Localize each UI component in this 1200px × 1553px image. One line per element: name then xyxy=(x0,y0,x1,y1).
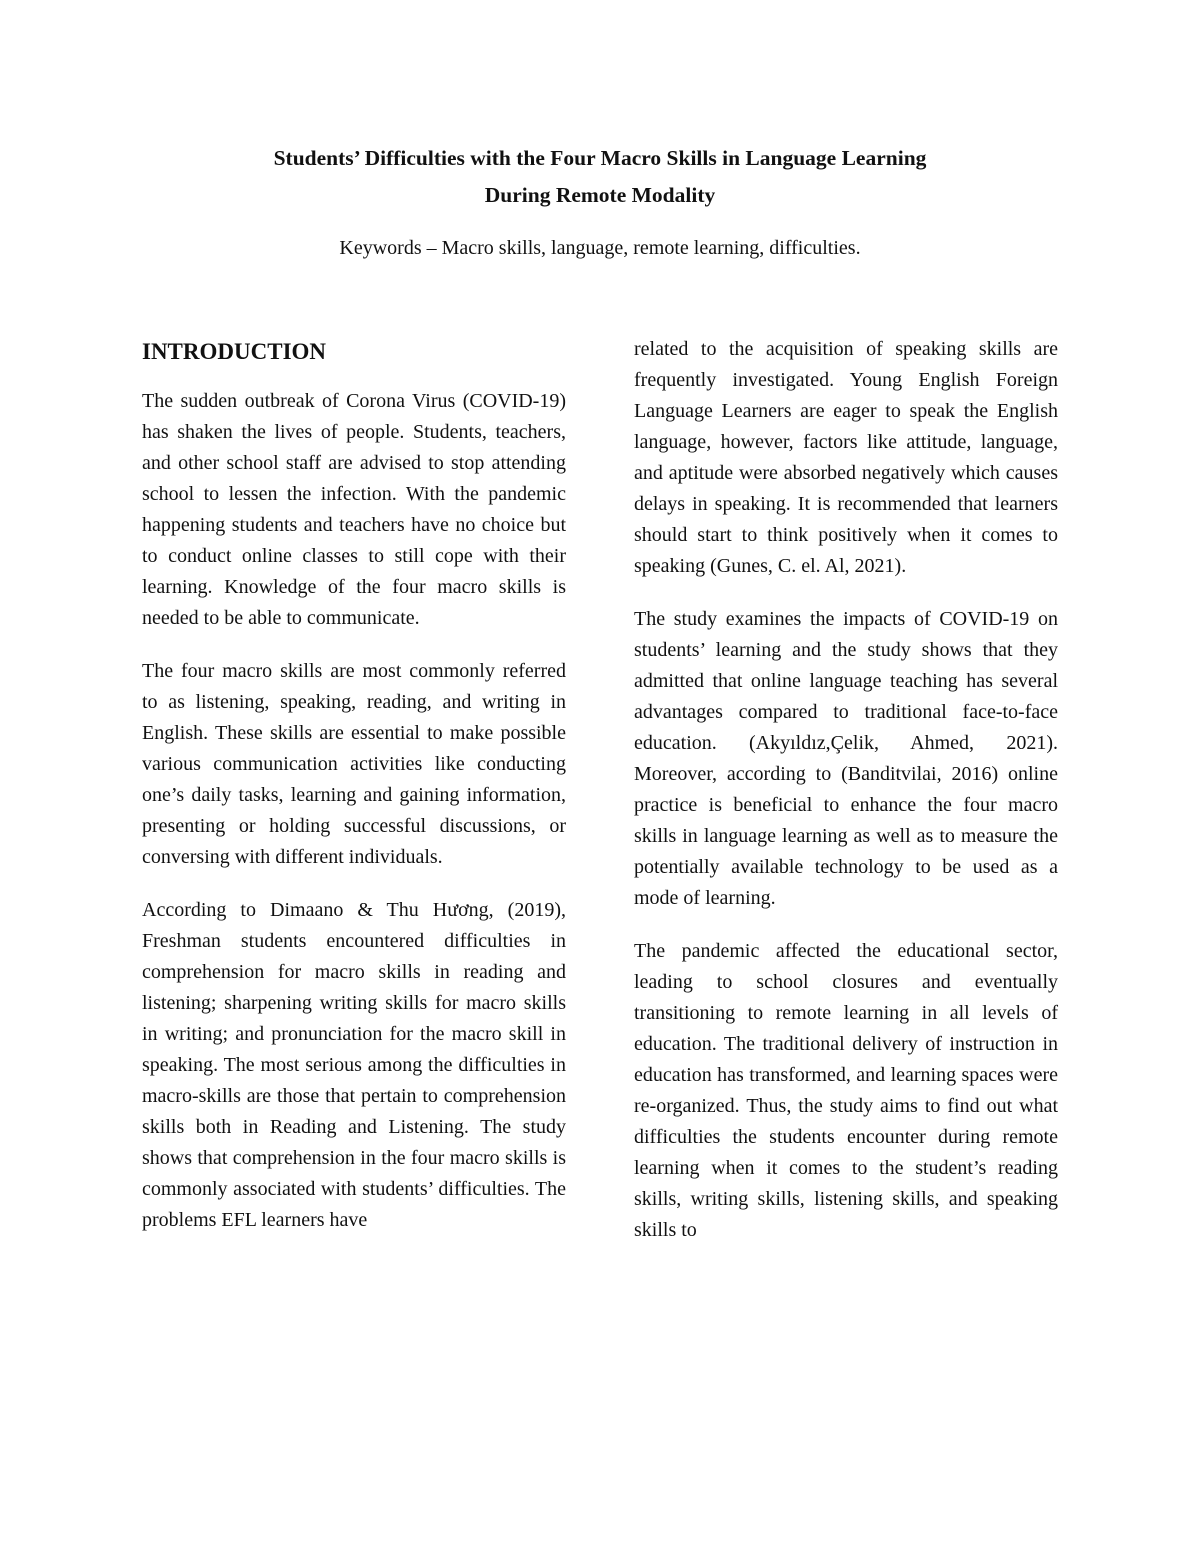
title-line-1: Students’ Difficulties with the Four Macro Skills in Language Learning xyxy=(273,146,927,170)
paragraph: The sudden outbreak of Corona Virus (COVID-19) has shaken the lives of people. Students, teachers, and other school staff are advised to stop attending school to lessen the infection. With the pandemic happening students and teachers have no choice but to conduct online classes to still cope with their learning. Knowledge of the four macro skills is needed to be able to communicate. xyxy=(142,390,566,629)
paragraph: related to the acquisition of speaking skills are frequently investigated. Young English Foreign Language Learners are eager to speak the English language, however, factors like attitude, language, and aptitude were absorbed negatively which causes delays in speaking. It is recommended that learners should start to think positively when it comes to speaking (Gunes, C. el. Al, 2021). xyxy=(634,338,1058,577)
paragraph: The pandemic affected the educational sector, leading to school closures and eventually transitioning to remote learning in all levels of education. The traditional delivery of instruction in education has transformed, and learning spaces were re-organized. Thus, the study aims to find out what difficulties the students encounter during remote learning when it comes to the student’s reading skills, writing skills, listening skills, and speaking skills to xyxy=(634,940,1058,1241)
right-column xyxy=(634,334,1058,1268)
document-title xyxy=(140,140,1060,214)
keywords-line: Keywords – Macro skills, language, remote learning, difficulties. xyxy=(339,237,861,259)
paragraph: According to Dimaano & Thu Hương, (2019), Freshman students encountered difficulties in comprehension for macro skills in reading and listening; sharpening writing skills for macro skills in writing; and pronunciation for the macro skill in speaking. The most serious among the difficulties in macro-skills are those that pertain to comprehension skills both in Reading and Listening. The study shows that comprehension in the four macro skills is commonly associated with students’ difficulties. The problems EFL learners have xyxy=(142,899,566,1231)
paragraph: The four macro skills are most commonly referred to as listening, speaking, reading, and writing in English. These skills are essential to make possible various communication activities like conducting one’s daily tasks, learning and gaining information, presenting or holding successful discussions, or conversing with different individuals. xyxy=(142,660,566,868)
left-column xyxy=(142,334,566,1258)
title-line-2: During Remote Modality xyxy=(484,183,716,207)
section-heading-introduction: INTRODUCTION xyxy=(142,339,327,364)
paragraph: The study examines the impacts of COVID-19 on students’ learning and the study shows that they admitted that online language teaching has several advantages compared to traditional face-to-face education. (Akyıldız,Çelik, Ahmed, 2021). Moreover, according to (Banditvilai, 2016) online practice is beneficial to enhance the four macro skills in language learning as well as to measure the potentially available technology to be used as a mode of learning. xyxy=(634,608,1058,909)
